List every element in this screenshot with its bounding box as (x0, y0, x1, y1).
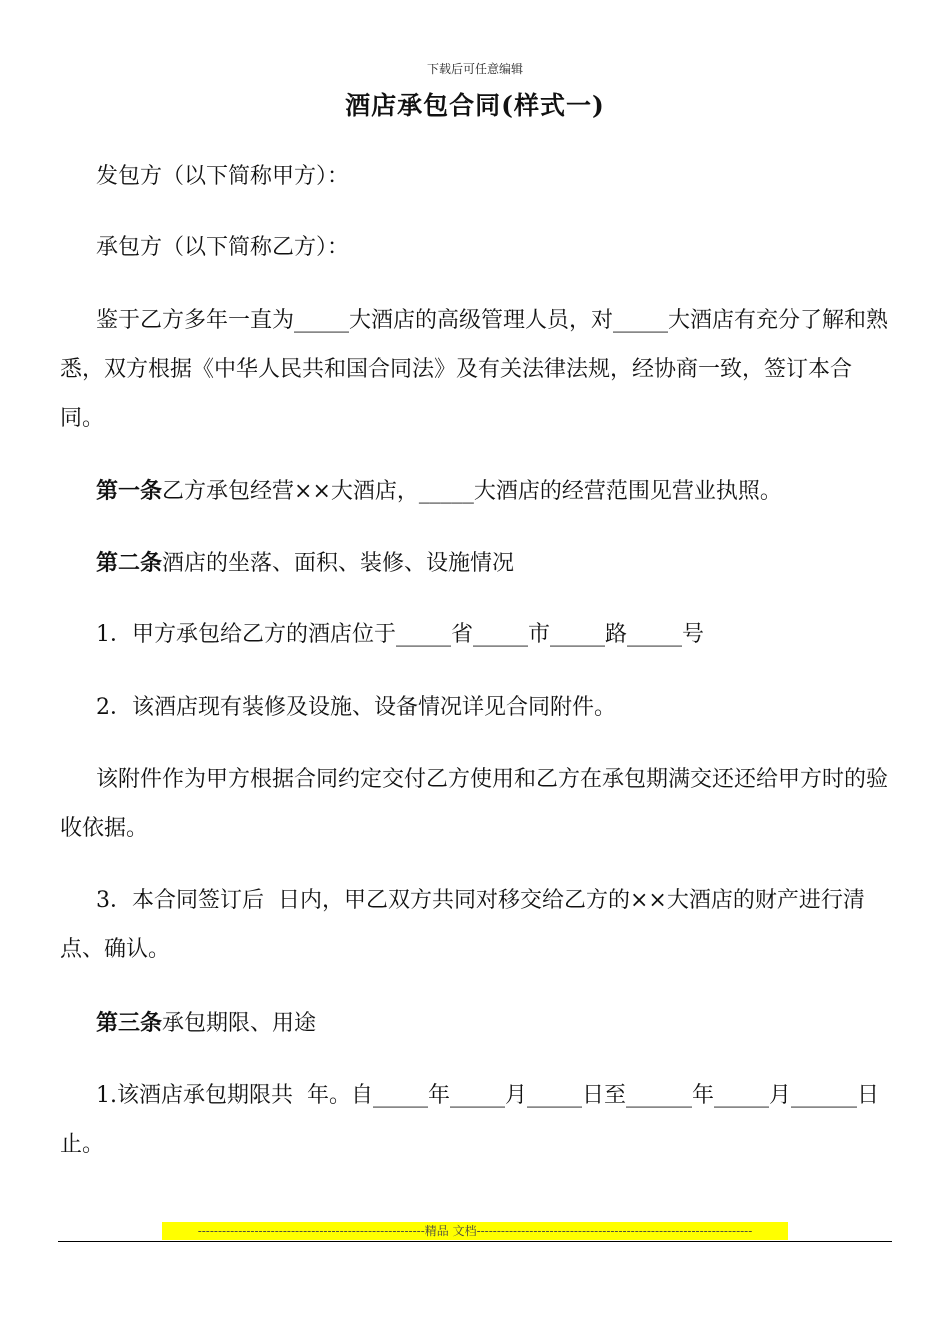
footer-banner: --------------------------------------------------------精品 文档-------------------------------------------------------------------- (162, 1222, 788, 1240)
article-2-item-2-note: 该附件作为甲方根据合同约定交付乙方使用和乙方在承包期满交还还给甲方时的验收依据。 (60, 767, 889, 841)
document-title: 酒店承包合同(样式一) (345, 91, 605, 120)
article-2-item-2: 2．该酒店现有装修及设施、设备情况详见合同附件。 (96, 695, 616, 720)
article-1 (60, 467, 888, 516)
header-note: 下载后可任意编辑 (426, 62, 523, 76)
article-1-text: 乙方承包经营××大酒店，_____大酒店的经营范围见营业执照。 (162, 479, 782, 504)
article-2-item-1: 1．甲方承包给乙方的酒店位于_____省_____市_____路_____号 (96, 622, 704, 647)
article-1-heading: 第一条 (96, 478, 163, 504)
preamble-paragraph: 鉴于乙方多年一直为_____大酒店的高级管理人员，对_____大酒店有充分了解和熟悉，双方根据《中华人民共和国合同法》及有关法律法规，经协商一致，签订本合同。 (60, 308, 889, 431)
article-3-text: 承包期限、用途 (162, 1011, 317, 1036)
party-b-line: 承包方（以下简称乙方）： (96, 235, 350, 260)
article-3-heading: 第三条 (96, 1010, 163, 1036)
article-3-item-1: 1.该酒店承包期限共 年。自_____年_____月_____日至______年_____月______日止。 (60, 1083, 879, 1157)
footer-divider (58, 1241, 892, 1242)
article-3 (60, 999, 888, 1048)
article-2-item-3: 3．本合同签订后 日内，甲乙双方共同对移交给乙方的××大酒店的财产进行清点、确认。 (60, 888, 865, 962)
article-2-text: 酒店的坐落、面积、装修、设施情况 (162, 551, 515, 576)
party-a-line: 发包方（以下简称甲方）： (96, 164, 350, 189)
article-2-heading: 第二条 (96, 550, 163, 576)
article-2 (60, 539, 888, 588)
